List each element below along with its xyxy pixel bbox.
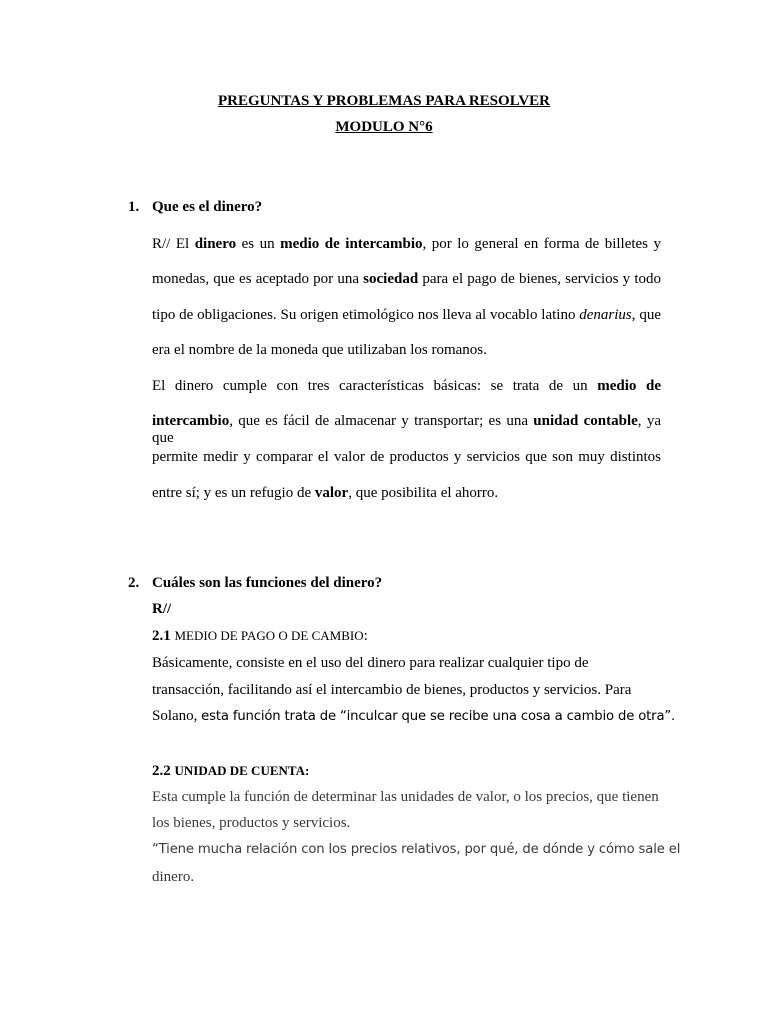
section-2-2-title: UNIDAD DE CUENTA:: [174, 763, 310, 778]
document-subtitle: MODULO N°6: [335, 119, 433, 135]
question-1-number: 1.: [128, 199, 140, 215]
italic-text: denarius: [579, 307, 632, 323]
text-run: tipo de obligaciones. Su origen etimológico nos lleva al vocablo latino: [152, 307, 580, 323]
question-2-text: Cuáles son las funciones del dinero?: [152, 575, 383, 591]
q1-p2-line-4: [152, 485, 661, 502]
bold-text: unidad contable: [533, 413, 638, 429]
section-2-2-line-2: los bienes, productos y servicios.: [152, 815, 351, 831]
section-2-1-number: 2.1: [152, 628, 171, 644]
section-2-2-heading: [152, 763, 661, 780]
section-2-1-title: MEDIO DE PAGO O DE CAMBIO: [174, 628, 364, 643]
bold-text: intercambio: [152, 413, 230, 429]
section-2-2-line-1: Esta cumple la función de determinar las unidades de valor, o los precios, que tienen: [152, 789, 659, 805]
text-run: era el nombre de la moneda que utilizaban los romanos.: [152, 342, 487, 358]
text-run: monedas, que es aceptado por una: [152, 271, 364, 287]
text-run: , que es fácil de almacenar y transportar; es una: [229, 413, 534, 429]
q1-p2-line-3: [152, 449, 661, 466]
section-2-1-line-3: [152, 708, 676, 725]
q1-p1-line-4: [152, 342, 661, 359]
text-run: es un: [236, 236, 281, 252]
bold-text: dinero: [194, 236, 237, 252]
q1-p2-line-2: [152, 413, 661, 447]
text-run: R// El: [152, 236, 195, 252]
section-2-1-quote: esta función trata de “inculcar que se recibe una cosa a cambio de otra”.: [201, 709, 676, 724]
section-2-2-line-4: dinero.: [152, 869, 195, 885]
q1-p1-line-2: [152, 271, 661, 288]
section-2-2-number: 2.2: [152, 763, 171, 779]
question-1: [128, 199, 262, 216]
section-2-1-heading: [152, 628, 661, 645]
question-1-text: Que es el dinero?: [152, 199, 263, 215]
section-2-1-line-3-start: Solano,: [152, 708, 202, 724]
question-2: [128, 575, 382, 592]
text-run: , que: [631, 307, 661, 323]
q1-p1-line-3: [152, 307, 661, 324]
bold-text: sociedad: [363, 271, 419, 287]
document-title: PREGUNTAS Y PROBLEMAS PARA RESOLVER: [218, 93, 550, 109]
question-2-number: 2.: [128, 575, 140, 591]
text-run: , por lo general en forma de billetes y: [422, 236, 662, 252]
q1-p1-line-1: [152, 236, 661, 253]
text-run: , ya que: [152, 413, 661, 446]
q1-p2-line-1: [152, 378, 661, 395]
section-2-2-line-3: “Tiene mucha relación con los precios relativos, por qué, de dónde y cómo sale el: [152, 842, 681, 857]
text-run: entre sí; y es un refugio de: [152, 485, 315, 501]
bold-text: medio de intercambio: [280, 236, 423, 252]
text-run: para el pago de bienes, servicios y todo: [418, 271, 661, 287]
bold-text: valor: [314, 485, 349, 501]
text-run: permite medir y comparar el valor de productos y servicios que son muy distintos: [152, 449, 661, 465]
section-2-1-line-2: transacción, facilitando así el intercambio de bienes, productos y servicios. Para: [152, 682, 632, 698]
answer-mark: R//: [152, 601, 172, 617]
section-2-1-colon: :: [363, 628, 368, 644]
text-run: , que posibilita el ahorro.: [348, 485, 499, 501]
section-2-1-line-1: Básicamente, consiste en el uso del dinero para realizar cualquier tipo de: [152, 655, 589, 671]
text-run: El dinero cumple con tres características básicas: se trata de un: [152, 378, 598, 394]
bold-text: medio de: [597, 378, 661, 394]
